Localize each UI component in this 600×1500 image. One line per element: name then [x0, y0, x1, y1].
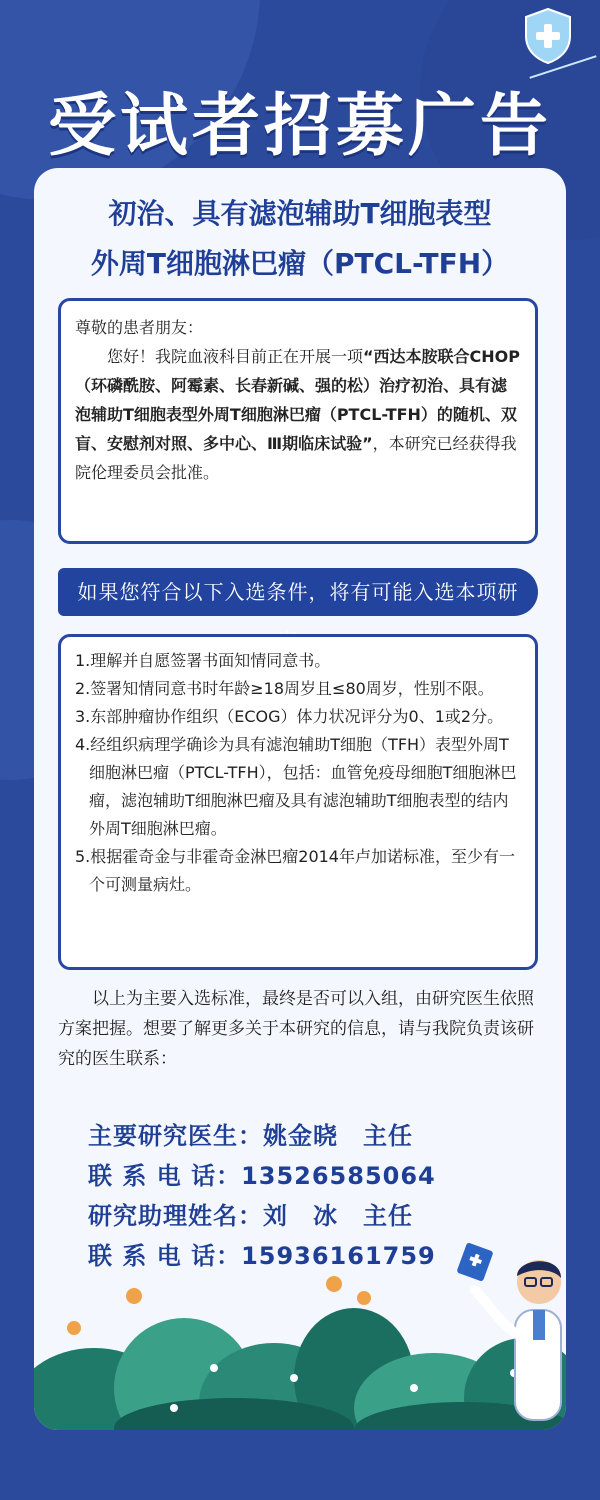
pi-phone: 联 系 电 话：13526585064 — [88, 1162, 436, 1190]
shield-cross-icon — [520, 6, 576, 66]
intro-text-c: ，本研究已经获得我院伦理委员会批准。 — [75, 434, 517, 482]
outro-text: 以上为主要入选标准，最终是否可以入组，由研究医生依照方案把握。想要了解更多关于本研究的信息，请与我院负责该研究的医生联系： — [58, 989, 534, 1069]
page-title: 受试者招募广告 — [47, 87, 552, 166]
pi-name: 主要研究医生：姚金晓 主任 — [88, 1122, 413, 1150]
assistant-phone: 联 系 电 话：15936161759 — [88, 1242, 436, 1270]
greeting-text: 尊敬的患者朋友： — [75, 318, 204, 337]
intro-paragraph — [75, 342, 521, 487]
criteria-box — [58, 634, 538, 970]
criteria-item: 1.理解并自愿签署书面知情同意书。 — [75, 651, 331, 670]
criteria-item: 4.经组织病理学确诊为具有滤泡辅助T细胞（TFH）表型外周T细胞淋巴瘤（PTCL-TFH），包括：血管免疫母细胞T细胞淋巴瘤，滤泡辅助T细胞淋巴瘤及具有滤泡辅助T细胞表型的结内外周T细胞淋巴瘤。 — [75, 735, 517, 838]
subtitle-line2: 外周T细胞淋巴瘤（PTCL-TFH） — [90, 247, 510, 280]
intro-box — [58, 298, 538, 544]
trial-name: “西达本胺联合CHOP（环磷酰胺、阿霉素、长春新碱、强的松）治疗初治、具有滤泡辅助T细胞表型外周T细胞淋巴瘤（PTCL-TFH）的随机、双盲、安慰剂对照、多中心、Ⅲ期临床试验” — [75, 347, 520, 453]
criteria-banner: 如果您符合以下入选条件，将有可能入选本项研 — [58, 568, 538, 616]
book-icon — [455, 1242, 495, 1282]
subtitle-line1: 初治、具有滤泡辅助T细胞表型 — [108, 197, 492, 230]
criteria-list — [61, 637, 535, 899]
criteria-item: 2.签署知情同意书时年龄≥18周岁且≤80周岁，性别不限。 — [75, 679, 494, 698]
criteria-item: 3.东部肿瘤协作组织（ECOG）体力状况评分为0、1或2分。 — [75, 707, 504, 726]
assistant-name: 研究助理姓名：刘 冰 主任 — [88, 1202, 413, 1230]
intro-text-a: 您好！我院血液科目前正在开展一项 — [107, 347, 364, 366]
criteria-item: 5.根据霍奇金与非霍奇金淋巴瘤2014年卢加诺标准，至少有一个可测量病灶。 — [75, 847, 515, 894]
